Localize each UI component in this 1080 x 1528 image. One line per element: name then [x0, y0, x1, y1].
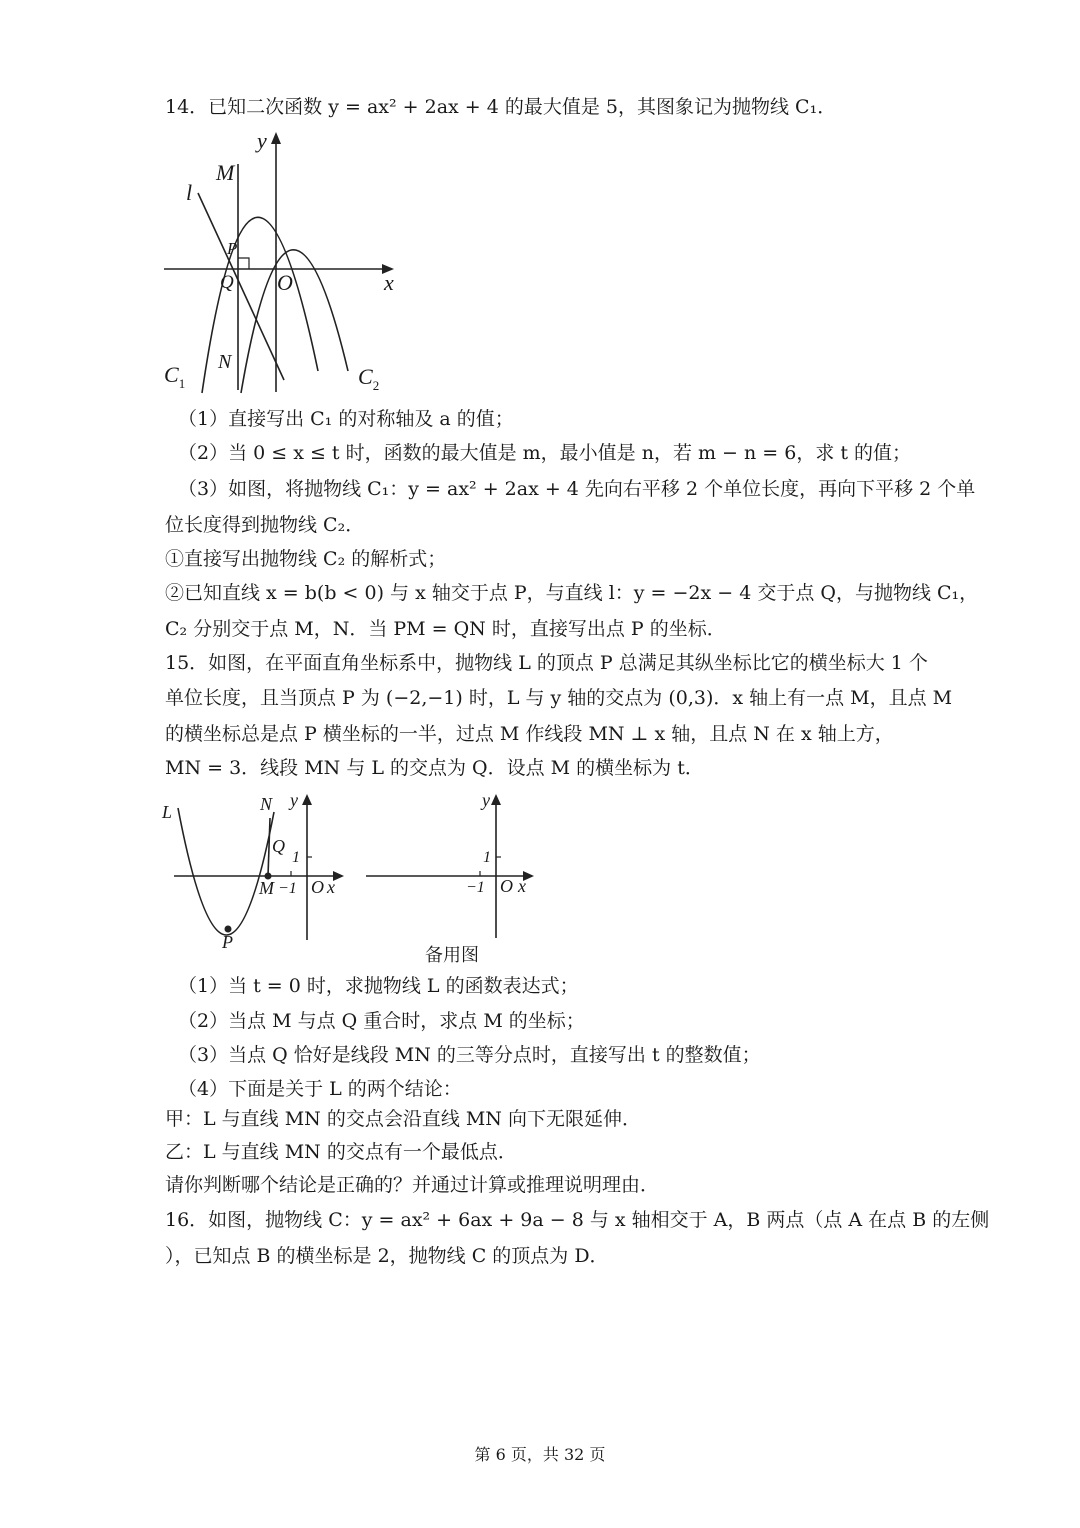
q16-stem-1: 16．如图，抛物线 C：y = ax² + 6ax + 9a − 8 与 x 轴相交于 A，B 两点（点 A 在点 B 的左侧: [165, 1209, 990, 1231]
q15-part-3: （3）当点 Q 恰好是线段 MN 的三等分点时，直接写出 t 的整数值；: [178, 1044, 761, 1066]
label-x: x: [327, 877, 335, 897]
label-q: Q: [220, 272, 234, 293]
label-c1: $C_1$: [164, 362, 186, 391]
q15-spare-figure: [360, 788, 550, 938]
segment-mn: [268, 818, 270, 876]
q15-part-4: （4）下面是关于 L 的两个结论：: [178, 1078, 462, 1100]
q14-part-3-2: ②已知直线 x = b(b < 0) 与 x 轴交于点 P，与直线 l：y = −2x − 4 交于点 Q，与抛物线 C₁，: [165, 582, 979, 604]
label-m: M: [259, 878, 274, 898]
q14-part-3-2-cont: C₂ 分别交于点 M，N．当 PM = QN 时，直接写出点 P 的坐标．: [165, 618, 726, 640]
q14-figure: [160, 128, 400, 398]
label-o: O: [277, 270, 293, 295]
label-c2: $C_2$: [358, 364, 380, 393]
q14-part-3-1: ①直接写出抛物线 C₂ 的解析式；: [165, 548, 447, 570]
label-l: L: [162, 802, 173, 822]
label-n: N: [260, 794, 273, 814]
q15-question: 请你判断哪个结论是正确的？并通过计算或推理说明理由．: [165, 1174, 660, 1196]
q15-part-2: （2）当点 M 与点 Q 重合时，求点 M 的坐标；: [178, 1010, 585, 1032]
label-o: O: [311, 877, 324, 897]
label-y: y: [482, 790, 490, 810]
q15-stem-2: 单位长度，且当顶点 P 为 (−2,−1) 时，L 与 y 轴的交点为 (0,3)．x 轴上有一点 M，且点 M: [165, 687, 953, 709]
q16-stem-2: ），已知点 B 的横坐标是 2，抛物线 C 的顶点为 D．: [165, 1245, 609, 1267]
q14-part-3: （3）如图，将抛物线 C₁：y = ax² + 2ax + 4 先向右平移 2 个单位长度，再向下平移 2 个单: [178, 478, 976, 500]
parabola-l: [178, 808, 274, 935]
label-p: P: [227, 239, 238, 258]
label-n: N: [218, 351, 232, 373]
q14-stem: 14．已知二次函数 y = ax² + 2ax + 4 的最大值是 5，其图象记为抛物线 C₁．: [165, 96, 837, 118]
label-one: 1: [483, 849, 491, 866]
label-y: y: [290, 790, 298, 810]
label-q: Q: [272, 836, 285, 856]
label-x: x: [384, 270, 394, 295]
page-footer: 第 6 页，共 32 页: [474, 1445, 606, 1464]
right-angle-mark: [238, 258, 249, 269]
q14-part-2: （2）当 0 ≤ x ≤ t 时，函数的最大值是 m，最小值是 n，若 m − n = 6，求 t 的值；: [178, 442, 912, 464]
line-l: [198, 193, 284, 380]
label-one: 1: [292, 849, 300, 866]
label-l: l: [186, 180, 193, 205]
q15-part-1: （1）当 t = 0 时，求抛物线 L 的函数表达式；: [178, 975, 579, 997]
q15-figure: [160, 788, 350, 958]
q14-part-1: （1）直接写出 C₁ 的对称轴及 a 的值；: [178, 408, 514, 430]
q15-stem-4: MN = 3．线段 MN 与 L 的交点为 Q．设点 M 的横坐标为 t．: [165, 757, 704, 779]
label-neg1: −1: [466, 879, 485, 896]
q15-stem-3: 的横坐标总是点 P 横坐标的一半，过点 M 作线段 MN ⊥ x 轴，且点 N 在 x 轴上方，: [165, 723, 894, 745]
spare-figure-caption: 备用图: [425, 945, 479, 966]
label-y: y: [257, 128, 267, 153]
q15-conclusion-yi: 乙：L 与直线 MN 的交点有一个最低点．: [165, 1141, 517, 1163]
label-m: M: [216, 160, 235, 185]
q15-stem-1: 15．如图，在平面直角坐标系中，抛物线 L 的顶点 P 总满足其纵坐标比它的横坐标大 1 个: [165, 652, 928, 674]
q15-conclusion-jia: 甲：L 与直线 MN 的交点会沿直线 MN 向下无限延伸．: [165, 1108, 641, 1130]
label-x: x: [518, 876, 526, 896]
q14-part-3-cont: 位长度得到抛物线 C₂．: [165, 514, 365, 536]
label-neg1: −1: [278, 880, 297, 897]
label-p: P: [222, 932, 233, 952]
label-o: O: [500, 876, 513, 896]
y-axis-arrow: [271, 132, 281, 144]
